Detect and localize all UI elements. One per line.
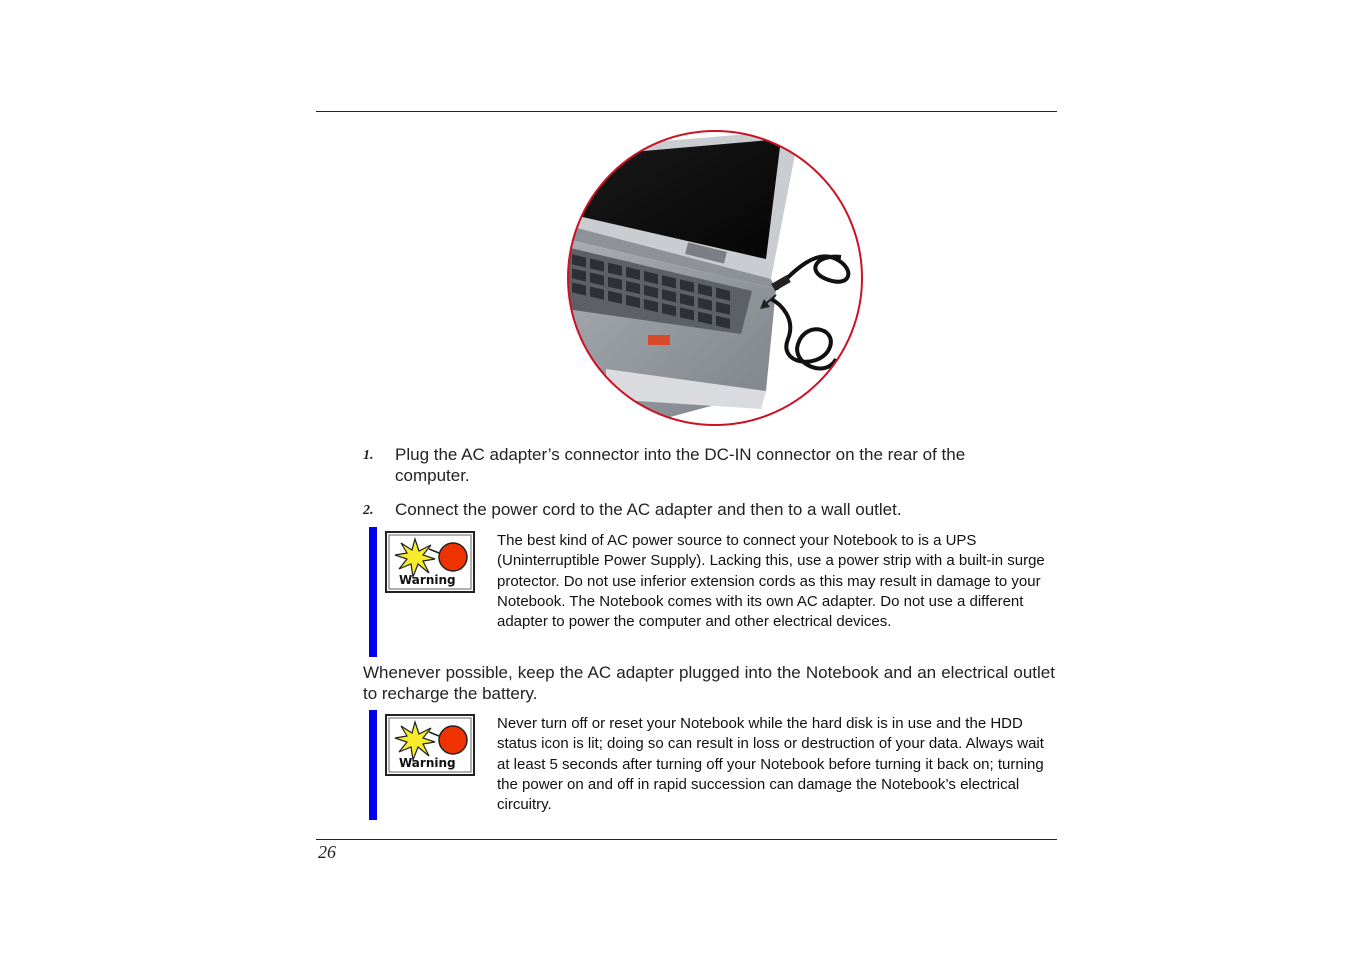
- body-paragraph: Whenever possible, keep the AC adapter plugged into the Notebook and an electrical outlet to recharge the battery.: [363, 663, 1055, 703]
- laptop-power-connection-figure: [566, 129, 864, 427]
- warning-icon: [385, 531, 477, 595]
- warning-bar: [369, 710, 377, 820]
- warning-text: The best kind of AC power source to connect your Notebook to is a UPS (Uninterruptible Power Supply). Lacking this, use a power strip with a built-in surge protector. Do not use inferior extension cords as this may result in damage to your Notebook. The Notebook comes with its own AC adapter. Do not use a different adapter to power the computer and other electrical devices.: [497, 532, 1045, 631]
- step-text: Connect the power cord to the AC adapter and then to a wall outlet.: [395, 500, 902, 519]
- step-text: Plug the AC adapter’s connector into the DC-IN connector on the rear of the computer.: [395, 445, 966, 485]
- warning-text: Never turn off or reset your Notebook while the hard disk is in use and the HDD status icon is lit; doing so can result in loss or destruction of your data. Always wait at least 5 seconds after turning off your Notebook before turning it back on; turning the power on and off in rapid succession can damage the Notebook’s electrical circuitry.: [497, 715, 1044, 814]
- warning-icon: [385, 714, 477, 778]
- warning-bar: [369, 527, 377, 657]
- step-2: [363, 499, 1043, 520]
- warning-icon-label: Warning: [399, 573, 456, 587]
- warning-note-1: [369, 527, 1059, 657]
- step-1: [363, 444, 1043, 486]
- warning-note-2: [369, 710, 1059, 820]
- step-number: 1.: [363, 448, 374, 463]
- warning-icon-label: Warning: [399, 756, 456, 770]
- footer-rule: [316, 839, 1057, 840]
- page-number: 26: [318, 842, 336, 862]
- step-number: 2.: [363, 503, 374, 518]
- header-rule: [316, 111, 1057, 112]
- laptop-illustration: [566, 129, 864, 427]
